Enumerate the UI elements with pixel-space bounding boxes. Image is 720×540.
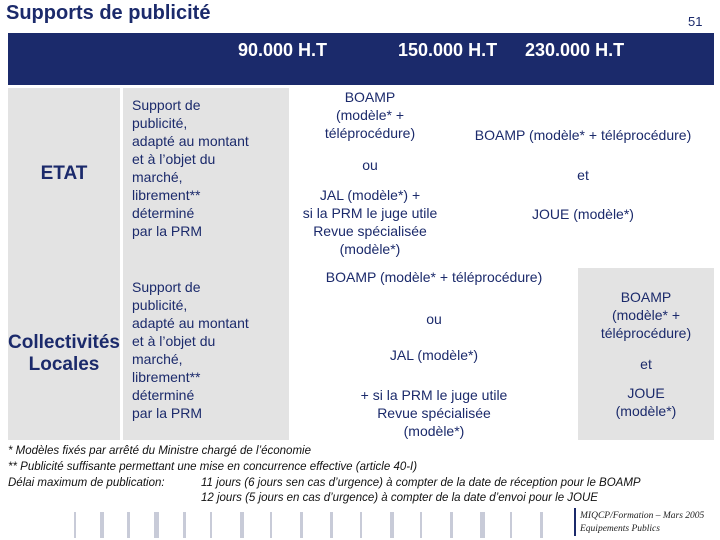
- decorative-bar: [74, 512, 76, 538]
- decorative-bar: [330, 512, 333, 538]
- decorative-bar: [240, 512, 244, 538]
- decorative-bar: [154, 512, 159, 538]
- etat-right-et-text: et: [577, 167, 589, 183]
- logo-divider: [574, 508, 576, 536]
- decorative-bar: [450, 512, 453, 538]
- decorative-bar: [270, 512, 272, 538]
- etat-right-joue-text: JOUE (modèle*): [532, 206, 634, 222]
- row-label-panel: [8, 88, 120, 440]
- collectivites-right-boamp-text: BOAMP (modèle* + téléprocédure): [600, 289, 692, 341]
- collectivites-right-et-text: et: [640, 356, 652, 372]
- decorative-bar: [420, 512, 422, 538]
- collectivites-jal-text: JAL (modèle*): [389, 347, 479, 363]
- threshold-90000: 90.000 H.T: [238, 40, 328, 60]
- etat-boamp-text: BOAMP (modèle* + téléprocédure): [324, 89, 416, 141]
- decorative-bar: [540, 512, 543, 538]
- footer-logo-line2: Equipements Publics: [580, 524, 660, 534]
- threshold-230000: 230.000 H.T: [525, 40, 625, 60]
- decorative-bar: [480, 512, 485, 538]
- delai-boamp: 11 jours (6 jours sen cas d’urgence) à compter de la date de réception pour le BOAMP: [201, 477, 641, 489]
- footnote-publicite: ** Publicité suffisante permettant une mise en concurrence effective (article 40-I): [8, 461, 418, 473]
- threshold-150000: 150.000 H.T: [398, 40, 498, 60]
- decorative-bar: [510, 512, 512, 538]
- collectivites-right-joue-text: JOUE (modèle*): [615, 385, 677, 419]
- footnote-modeles: * Modèles fixés par arrêté du Ministre chargé de l’économie: [8, 445, 311, 457]
- collectivites-ou-text: ou: [426, 311, 442, 327]
- etat-support-text: Support de publicité, adapté au montant et à l’objet du marché, librement** déterminé par la PRM: [132, 97, 249, 239]
- collectivites-boamp-text: BOAMP (modèle* + téléprocédure): [325, 269, 543, 285]
- page-number: 51: [688, 14, 703, 29]
- collectivites-revue-text: + si la PRM le juge utile Revue spécialisée (modèle*): [360, 387, 508, 439]
- decorative-bar: [300, 512, 303, 538]
- decorative-bar: [360, 512, 362, 538]
- etat-ou-text: ou: [362, 157, 378, 173]
- delai-label: Délai maximum de publication:: [8, 477, 165, 489]
- etat-right-boamp-text: BOAMP (modèle* + téléprocédure): [474, 127, 692, 143]
- decorative-bar: [183, 512, 186, 538]
- decorative-bar: [100, 512, 104, 538]
- decorative-bar: [390, 512, 394, 538]
- row-label-etat: ETAT: [40, 163, 88, 184]
- decorative-bar: [210, 512, 212, 538]
- page-title: Supports de publicité: [6, 2, 211, 24]
- collectivites-support-text: Support de publicité, adapté au montant et à l’objet du marché, librement** déterminé par la PRM: [132, 279, 249, 421]
- delai-joue: 12 jours (5 jours en cas d’urgence) à compter de la date d’envoi pour le JOUE: [201, 492, 598, 504]
- decorative-bar: [127, 512, 130, 538]
- footer-logo-line1: MIQCP/Formation – Mars 2005: [580, 511, 705, 521]
- row-label-collectivites: Collectivités Locales: [8, 332, 120, 375]
- etat-jal-text: JAL (modèle*) + si la PRM le juge utile Revue spécialisée (modèle*): [302, 187, 438, 257]
